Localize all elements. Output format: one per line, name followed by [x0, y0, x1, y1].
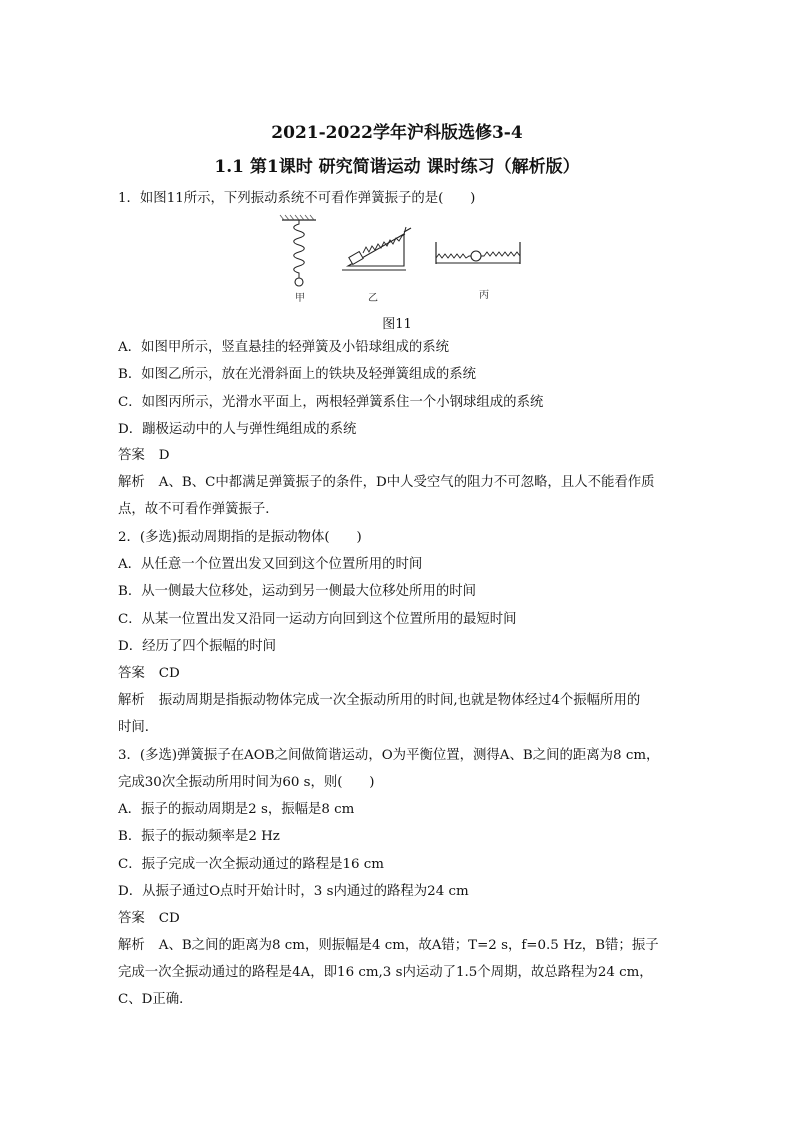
question-3-analysis-cont: 完成一次全振动通过的路程是4A，即16 cm,3 s内运动了1.5个周期，故总路程为24 cm，: [118, 965, 653, 980]
question-3-analysis: [118, 936, 688, 956]
answer-label: 答案: [118, 448, 145, 463]
question-1-option-d: D．蹦极运动中的人与弹性绳组成的系统: [118, 422, 357, 437]
analysis-text: A、B、C中都满足弹簧振子的条件，D中人受空气的阻力不可忽略，且人不能看作质: [158, 475, 655, 490]
question-3-analysis-end: C、D正确．: [118, 992, 193, 1007]
question-1-stem: 1．如图11所示，下列振动系统不可看作弹簧振子的是( ): [118, 191, 476, 206]
question-2-analysis-cont: 时间．: [118, 720, 159, 735]
document-title: 2021-2022学年沪科版选修3-4: [271, 123, 523, 143]
figure-b-incline-spring: [342, 227, 411, 270]
question-3-option-b: B．振子的振动频率是2 Hz: [118, 829, 280, 844]
figure-11-spring-systems: [268, 214, 528, 306]
question-1-answer: [118, 446, 688, 466]
question-1-analysis-cont: 点，故不可看作弹簧振子．: [118, 502, 279, 517]
answer-value: D: [158, 448, 170, 463]
question-2-option-a: A．从任意一个位置出发又回到这个位置所用的时间: [118, 557, 423, 572]
answer-value: CD: [158, 666, 180, 681]
question-2-analysis: [118, 691, 688, 711]
question-2-option-c: C．从某一位置出发又沿同一运动方向回到这个位置所用的最短时间: [118, 612, 517, 627]
analysis-label: 解析: [118, 693, 145, 708]
figure-caption: 图11: [382, 317, 412, 332]
question-3-option-d: D．从振子通过O点时开始计时，3 s内通过的路程为24 cm: [118, 884, 469, 899]
question-2-stem: 2．(多选)振动周期指的是振动物体( ): [118, 530, 362, 545]
question-1-option-a: A．如图甲所示，竖直悬挂的轻弹簧及小铅球组成的系统: [118, 340, 450, 355]
question-1-option-c: C．如图丙所示，光滑水平面上，两根轻弹簧系住一个小钢球组成的系统: [118, 395, 544, 410]
analysis-label: 解析: [118, 475, 145, 490]
question-1-option-b: B．如图乙所示，放在光滑斜面上的铁块及轻弹簧组成的系统: [118, 367, 476, 382]
question-3-option-a: A．振子的振动周期是2 s，振幅是8 cm: [118, 802, 355, 817]
figure-label-a: 甲: [295, 293, 305, 304]
figure-a-vertical-spring: [280, 215, 316, 286]
answer-label: 答案: [118, 666, 145, 681]
question-2-answer: [118, 664, 688, 684]
question-3-option-c: C．振子完成一次全振动通过的路程是16 cm: [118, 857, 384, 872]
document-subtitle: 1.1 第1课时 研究简谐运动 课时练习（解析版）: [214, 157, 580, 177]
figure-label-b: 乙: [368, 293, 378, 304]
question-1-analysis: [118, 473, 688, 493]
figure-label-c: 丙: [479, 290, 489, 301]
answer-value: CD: [158, 911, 180, 926]
analysis-text: 振动周期是指振动物体完成一次全振动所用的时间,也就是物体经过4个振幅所用的: [158, 693, 641, 708]
analysis-text: A、B之间的距离为8 cm，则振幅是4 cm，故A错；T=2 s，f=0.5 Hz，B错；振子: [158, 938, 659, 953]
answer-label: 答案: [118, 911, 145, 926]
question-3-stem: 3．(多选)弹簧振子在AOB之间做简谐运动，O为平衡位置，测得A、B之间的距离为8 cm，: [118, 748, 660, 763]
question-3-answer: [118, 909, 688, 929]
question-2-option-d: D．经历了四个振幅的时间: [118, 639, 277, 654]
analysis-label: 解析: [118, 938, 145, 953]
question-2-option-b: B．从一侧最大位移处，运动到另一侧最大位移处所用的时间: [118, 584, 476, 599]
question-3-stem-cont: 完成30次全振动所用时间为60 s，则( ): [118, 775, 375, 790]
figure-c-horizontal-springs: [436, 242, 520, 264]
